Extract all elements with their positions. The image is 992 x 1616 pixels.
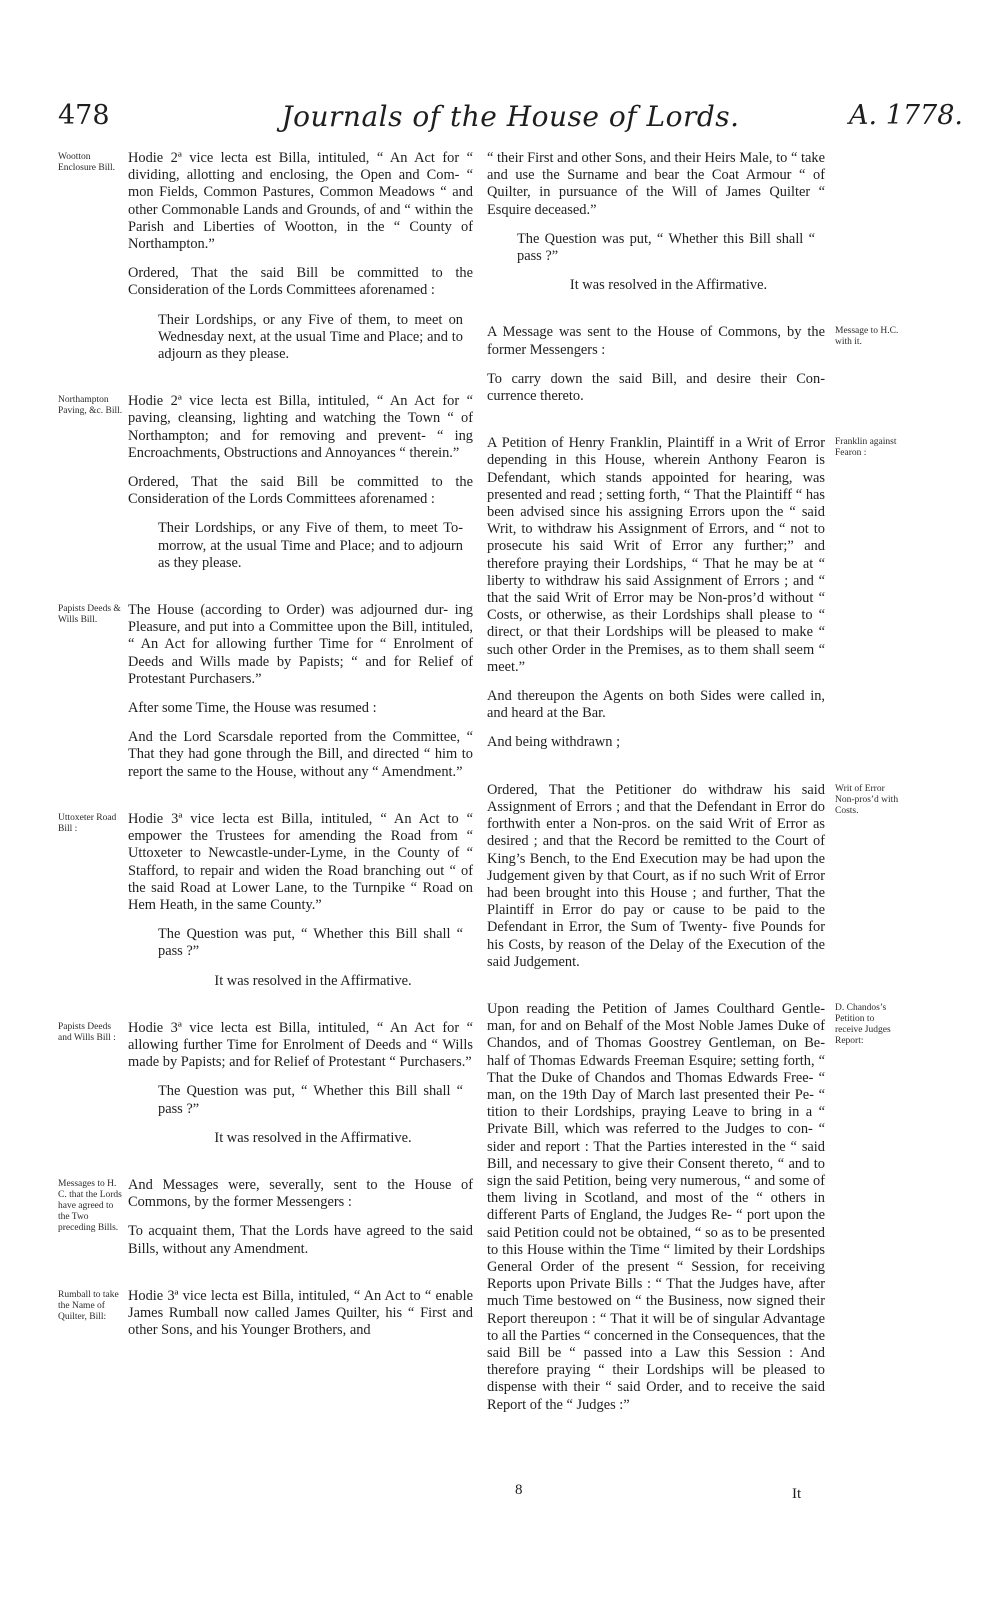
entry-paragraph: The Question was put, “ Whether this Bill shall “ pass ?” bbox=[158, 926, 463, 960]
entry-paragraph: A Petition of Henry Franklin, Plaintiff in a Writ of Error depending in this House, wherein Anthony Fearon is Defendant, which stands appointed for hearing, was presented and read ; setting forth, “ That the Plaintiff “ has been advised since his assigning Errors upon the “ said Writ, to withdraw his Assignment of Errors, and “ not to prosecute his said Writ of Error any further;” and therefore praying their Lordships, “ That he may be at “ liberty to withdraw his said Assignment of Errors ; and “ that the said Writ of Error may be Non-pros’d without “ Costs, or otherwise, as their Lordships shall please to “ direct, or that their Lordships will be pleased to make “ such other Order in the Premises, as to them shall seem “ meet.” bbox=[487, 435, 825, 675]
entry-paragraph: Hodie 2ª vice lecta est Billa, intituled, “ An Act for “ dividing, allotting and enclosing, the Open and Com- “ mon Fields, Common Pastures, Common Meadows “ and other Commonable Lands and Grounds, of and “ within the Parish and Liberties of Wootton, in the “ County of Northampton.” bbox=[128, 150, 473, 253]
journal-entry bbox=[487, 1000, 891, 1414]
margin-note: Messages to H. C. that the Lords have agreed to the Two preceding Bills. bbox=[58, 1178, 122, 1233]
entry-paragraph: And thereupon the Agents on both Sides were called in, and heard at the Bar. bbox=[487, 688, 825, 722]
entry-paragraph: Hodie 3ª vice lecta est Billa, intituled, “ An Act for “ allowing further Time for Enrolment of Deeds and “ Wills made by Papists; and for Relief of Protestant “ Purchasers.” bbox=[128, 1019, 473, 1071]
entry-paragraph: Ordered, That the Petitioner do withdraw his said Assignment of Errors ; and that the Defendant in Error do forthwith enter a Non-pros. on the said Writ of Error as desired ; and that the Record be remitted to the Court of King’s Bench, to the End Execution may be had upon the Judgement given by that Court, as if no such Writ of Error had been brought into this House ; and further, That the Plaintiff in Error do pay or cause to be paid to the Defendant in Error, the Sum of Twenty- five Pounds for his Costs, by reason of the Delay of the Execution of the said Judgement. bbox=[487, 781, 825, 970]
catchword: It bbox=[792, 1486, 802, 1502]
page-number: 478 bbox=[58, 100, 110, 131]
margin-note: Papists Deeds and Wills Bill : bbox=[58, 1021, 116, 1043]
right-column bbox=[487, 150, 899, 1428]
entry-paragraph: After some Time, the House was resumed : bbox=[128, 700, 377, 717]
margin-note: Wootton Enclosure Bill. bbox=[58, 152, 115, 173]
journal-entry bbox=[58, 1287, 473, 1340]
entry-paragraph: Ordered, That the said Bill be committed to the Consideration of the Lords Committees aforenamed : bbox=[128, 265, 473, 299]
margin-note: D. Chandos’s Petition to receive Judges Report: bbox=[835, 1002, 891, 1046]
journal-entry bbox=[487, 781, 899, 971]
entry-paragraph: Hodie 3ª vice lecta est Billa, intituled, “ An Act to “ enable James Rumball now called James Quilter, his “ First and other Sons, and his Younger Brothers, and bbox=[128, 1287, 473, 1339]
entry-paragraph: Ordered, That the said Bill be committed to the Consideration of the Lords Committees aforenamed : bbox=[128, 474, 473, 508]
left-column bbox=[58, 150, 473, 1353]
entry-paragraph: The Question was put, “ Whether this Bill shall “ pass ?” bbox=[158, 1083, 463, 1117]
journal-entry bbox=[58, 393, 473, 572]
page-year: A. 1778. bbox=[849, 100, 963, 131]
entry-paragraph: Hodie 3ª vice lecta est Billa, intituled, “ An Act to “ empower the Trustees for amending the Road from “ Uttoxeter to Newcastle-under-Lyme, in the County of “ Stafford, to repair and widen the Road branching out “ of the said Road at Lower Lane, to the Turnpike “ Road on Hem Heath, in the same County.” bbox=[128, 810, 473, 913]
entry-paragraph: To carry down the said Bill, and desire their Con- currence thereto. bbox=[487, 370, 825, 405]
entry-paragraph: Their Lordships, or any Five of them, to meet To- morrow, at the usual Time and Place; and to adjourn as they please. bbox=[158, 520, 463, 571]
journal-entry bbox=[58, 1176, 473, 1258]
margin-note: Franklin against Fearon : bbox=[835, 437, 897, 459]
entry-paragraph: And being withdrawn ; bbox=[487, 734, 621, 751]
entry-paragraph: And the Lord Scarsdale reported from the Committee, “ That they had gone through the Bill, and directed “ him to report the same to the House, without any “ Amendment.” bbox=[128, 729, 473, 780]
entry-paragraph: And Messages were, severally, sent to the House of Commons, by the former Messengers : bbox=[128, 1176, 473, 1211]
entry-paragraph: The Question was put, “ Whether this Bill shall “ pass ?” bbox=[517, 230, 815, 265]
entry-paragraph: “ their First and other Sons, and their Heirs Male, to “ take and use the Surname and bear the Coat Armour “ of Quilter, in pursuance of the Will of James Quilter “ Esquire deceased.” bbox=[487, 150, 825, 218]
margin-note: Northampton Paving, &c. Bill. bbox=[58, 395, 123, 417]
entry-paragraph: It was resolved in the Affirmative. bbox=[214, 1129, 412, 1146]
margin-note: Uttoxeter Road Bill : bbox=[58, 812, 117, 834]
margin-note: Rumball to take the Name of Quilter, Bill: bbox=[58, 1289, 119, 1322]
entry-paragraph: Their Lordships, or any Five of them, to meet on Wednesday next, at the usual Time and Place; and to adjourn as they please. bbox=[158, 311, 463, 363]
entry-paragraph: Hodie 2ª vice lecta est Billa, intituled, “ An Act for “ paving, cleansing, lighting and watching the Town “ of Northampton; and for removing and prevent- “ ing Encroachments, Obstructions and Annoyances “ therein.” bbox=[128, 393, 473, 461]
entry-paragraph: It was resolved in the Affirmative. bbox=[214, 972, 412, 989]
margin-note: Papists Deeds & Wills Bill. bbox=[58, 604, 121, 626]
signature-mark: 8 bbox=[515, 1482, 523, 1498]
margin-note: Message to H.C. with it. bbox=[835, 326, 899, 348]
journal-entry bbox=[58, 810, 473, 990]
running-title: Journals of the House of Lords. bbox=[281, 100, 740, 133]
entry-paragraph: It was resolved in the Affirmative. bbox=[569, 277, 768, 294]
journal-entry bbox=[58, 1019, 473, 1147]
entry-paragraph: A Message was sent to the House of Commons, by the former Messengers : bbox=[487, 324, 825, 358]
page-header bbox=[58, 100, 963, 140]
journal-entry bbox=[487, 435, 897, 751]
journal-entry bbox=[58, 602, 473, 781]
journal-entry bbox=[487, 150, 825, 294]
entry-paragraph: To acquaint them, That the Lords have agreed to the said Bills, without any Amendment. bbox=[128, 1223, 473, 1257]
journal-entry bbox=[58, 150, 473, 363]
entry-paragraph: The House (according to Order) was adjourned dur- ing Pleasure, and put into a Committee upon the Bill, intituled, “ An Act for allowing further Time for “ Enrolment of Deeds and Wills made by Papists; “ and for Relief of Protestant Purchasers.” bbox=[128, 602, 473, 687]
journal-entry bbox=[487, 324, 899, 405]
margin-note: Writ of Error Non-pros’d with Costs. bbox=[835, 783, 899, 816]
entry-paragraph: Upon reading the Petition of James Coulthard Gentle- man, for and on Behalf of the Most Noble James Duke of Chandos, and of Thomas Goostrey Gentleman, on Be- half of Thomas Edwards Freeman Esquire; setting forth, “ That the Duke of Chandos and Thomas Edwards Free- “ man, on the 19th Day of March last presented their Pe- “ tition to their Lordships, praying Leave to bring in a “ Private Bill, which was referred to the Judges to con- “ sider and report : That the Parties interested in the “ said Bill, and necessary to give their Consent thereto, “ and to sign the said Petition, being very numerous, “ and some of them living in Scotland, and most of the “ others in different Parts of England, the Judges Re- “ port upon the said Petition could not be obtained, “ so as to be presented to this House within the Time “ limited by their Lordships General Order of the present “ Session, for receiving Reports upon Private Bills : “ That the Judges have, after much Time bestowed on “ the Business, now signed their Report thereupon : “ That it will be of singular Advantage to all the Parties “ concerned in the Consequences, that the said Bill be “ passed into a Law this Session : And therefore praying “ their Lordships will be pleased to dispense with their “ said Order, and to receive the said Report of the “ Judges :” bbox=[487, 1000, 825, 1413]
